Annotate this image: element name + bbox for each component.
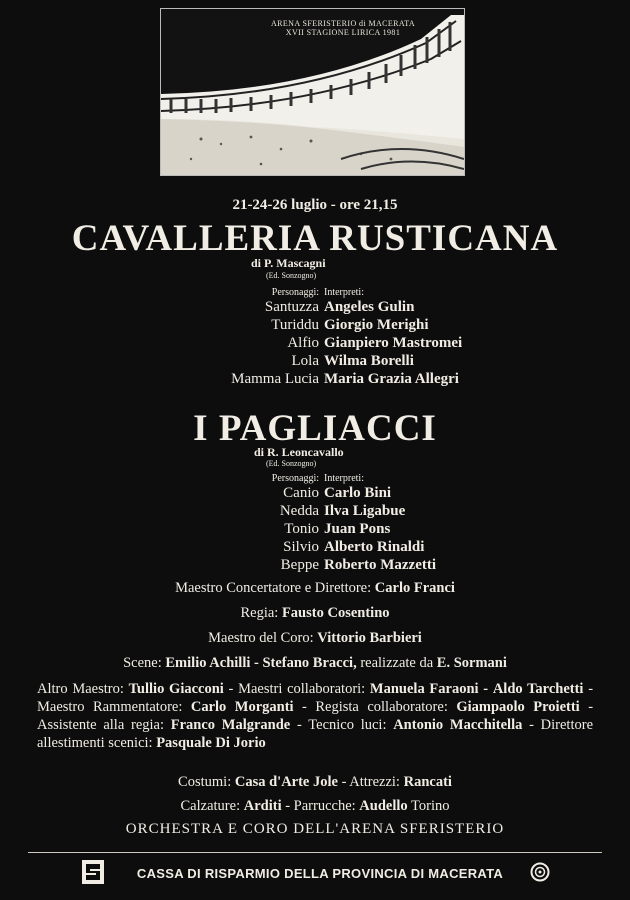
staff-name: Aldo Tarchetti — [492, 681, 584, 697]
opera2-role: Silvio — [283, 539, 319, 555]
staff-paragraph — [37, 680, 593, 752]
opera1-performers-label: Interpreti: — [324, 287, 364, 298]
shoes-label: Calzature: — [180, 798, 241, 814]
chorus-name: Vittorio Barbieri — [317, 630, 422, 646]
sponsor-name: CASSA DI RISPARMIO DELLA PROVINCIA DI MACERATA — [136, 866, 504, 881]
opera1-role: Santuzza — [264, 299, 319, 315]
staff-name: Franco — [170, 717, 216, 733]
staff-label: Altro Maestro: — [37, 681, 124, 697]
scenes-credit — [0, 655, 630, 672]
opera1-role: Alfio — [287, 335, 319, 351]
director-credit — [0, 605, 630, 622]
opera2-role: Beppe — [280, 557, 319, 573]
bank-logo-icon — [82, 860, 104, 884]
divider — [28, 852, 602, 853]
staff-name: Malgrande — [221, 717, 291, 733]
wigs-label: - Parrucche: — [285, 798, 356, 814]
opera2-publisher: (Ed. Sonzogno) — [266, 459, 317, 468]
conductor-credit — [0, 580, 630, 597]
opera1-performer: Wilma Borelli — [324, 353, 414, 369]
staff-label: - Tecnico luci: — [296, 717, 387, 733]
opera1-title: CAVALLERIA RUSTICANA — [71, 218, 559, 259]
opera1-performer: Gianpiero Mastromei — [324, 335, 463, 351]
opera1-publisher: (Ed. Sonzogno) — [266, 271, 317, 280]
wigs-value: Audello — [359, 798, 408, 814]
chorus-label: Maestro del Coro: — [208, 630, 314, 646]
staff-name: Carlo Morganti — [190, 699, 294, 715]
opera2-title: I PAGLIACCI — [193, 408, 437, 449]
opera1-role: Turiddu — [271, 317, 319, 333]
staff-name: Antonio Macchitella — [393, 717, 523, 733]
shoes-value: Arditi — [243, 798, 282, 814]
director-label: Regia: — [240, 605, 279, 621]
staff-name: Giampaolo Proietti — [456, 699, 580, 715]
opera2-performer: Ilva Ligabue — [324, 503, 406, 519]
costumes-value: Casa d'Arte Jole — [234, 774, 338, 790]
opera1-role: Mamma Lucia — [231, 371, 319, 387]
caption-line1: ARENA SFERISTERIO di MACERATA — [270, 19, 416, 28]
scenes-made-label: realizzate da — [360, 655, 434, 671]
opera2-performer: Carlo Bini — [324, 485, 392, 501]
scenes-maker: E. Sormani — [436, 655, 507, 671]
arena-photo — [160, 8, 465, 176]
staff-name: Pasquale Di Jorio — [156, 735, 266, 751]
chorus-credit — [0, 630, 630, 647]
staff-label: scenici: — [108, 735, 153, 751]
opera2-role: Tonio — [284, 521, 319, 537]
opera1-performer: Maria Grazia Allegri — [324, 371, 459, 387]
props-value: Rancati — [403, 774, 452, 790]
scenes-label: Scene: — [123, 655, 162, 671]
staff-name: Manuela Faraoni - — [369, 681, 489, 697]
opera2-roles-label: Personaggi: — [271, 473, 319, 484]
opera2-role: Nedda — [279, 503, 319, 519]
staff-name: Tullio Giacconi — [128, 681, 224, 697]
conductor-label: Maestro Concertatore e Direttore: — [175, 580, 372, 596]
opera1-roles-label: Personaggi: — [271, 287, 319, 298]
director-name: Fausto Cosentino — [281, 605, 390, 621]
opera1-performer: Giorgio Merighi — [324, 317, 429, 333]
staff-label: - Assistente alla regia: — [37, 699, 594, 733]
scenes-names: Emilio Achilli - Stefano Bracci, — [165, 655, 357, 671]
shoes-credit — [0, 798, 630, 815]
staff-label: - Regista — [302, 699, 359, 715]
conductor-name: Carlo Franci — [374, 580, 455, 596]
costumes-label: Costumi: — [178, 774, 232, 790]
opera1-role: Lola — [291, 353, 319, 369]
photo-caption — [213, 19, 465, 37]
sponsor-seal-icon — [530, 862, 550, 882]
staff-label: - Maestri collaboratori: — [228, 681, 366, 697]
opera2-composer: di R. Leoncavallo — [254, 445, 344, 459]
props-label: - Attrezzi: — [341, 774, 400, 790]
staff-label: - Maestro Rammentatore: — [37, 681, 594, 715]
opera2-performer: Alberto Rinaldi — [324, 539, 425, 555]
costumes-credit — [0, 774, 630, 791]
opera2-performer: Roberto Mazzetti — [324, 557, 437, 573]
opera2-performer: Juan Pons — [324, 521, 391, 537]
opera1-composer: di P. Mascagni — [251, 256, 326, 270]
opera2-role: Canio — [283, 485, 319, 501]
performance-dates: 21-24-26 luglio - ore 21,15 — [232, 197, 398, 213]
opera1-performer: Angeles Gulin — [324, 299, 415, 315]
opera2-performers-label: Interpreti: — [324, 473, 364, 484]
wigs-city: Torino — [411, 798, 450, 814]
orchestra-line: ORCHESTRA E CORO DELL'ARENA SFERISTERIO — [125, 821, 505, 837]
staff-label: - Direttore allestimenti — [37, 717, 594, 751]
caption-line2: XVII STAGIONE LIRICA 1981 — [285, 28, 401, 37]
staff-label: collaboratore: — [367, 699, 448, 715]
